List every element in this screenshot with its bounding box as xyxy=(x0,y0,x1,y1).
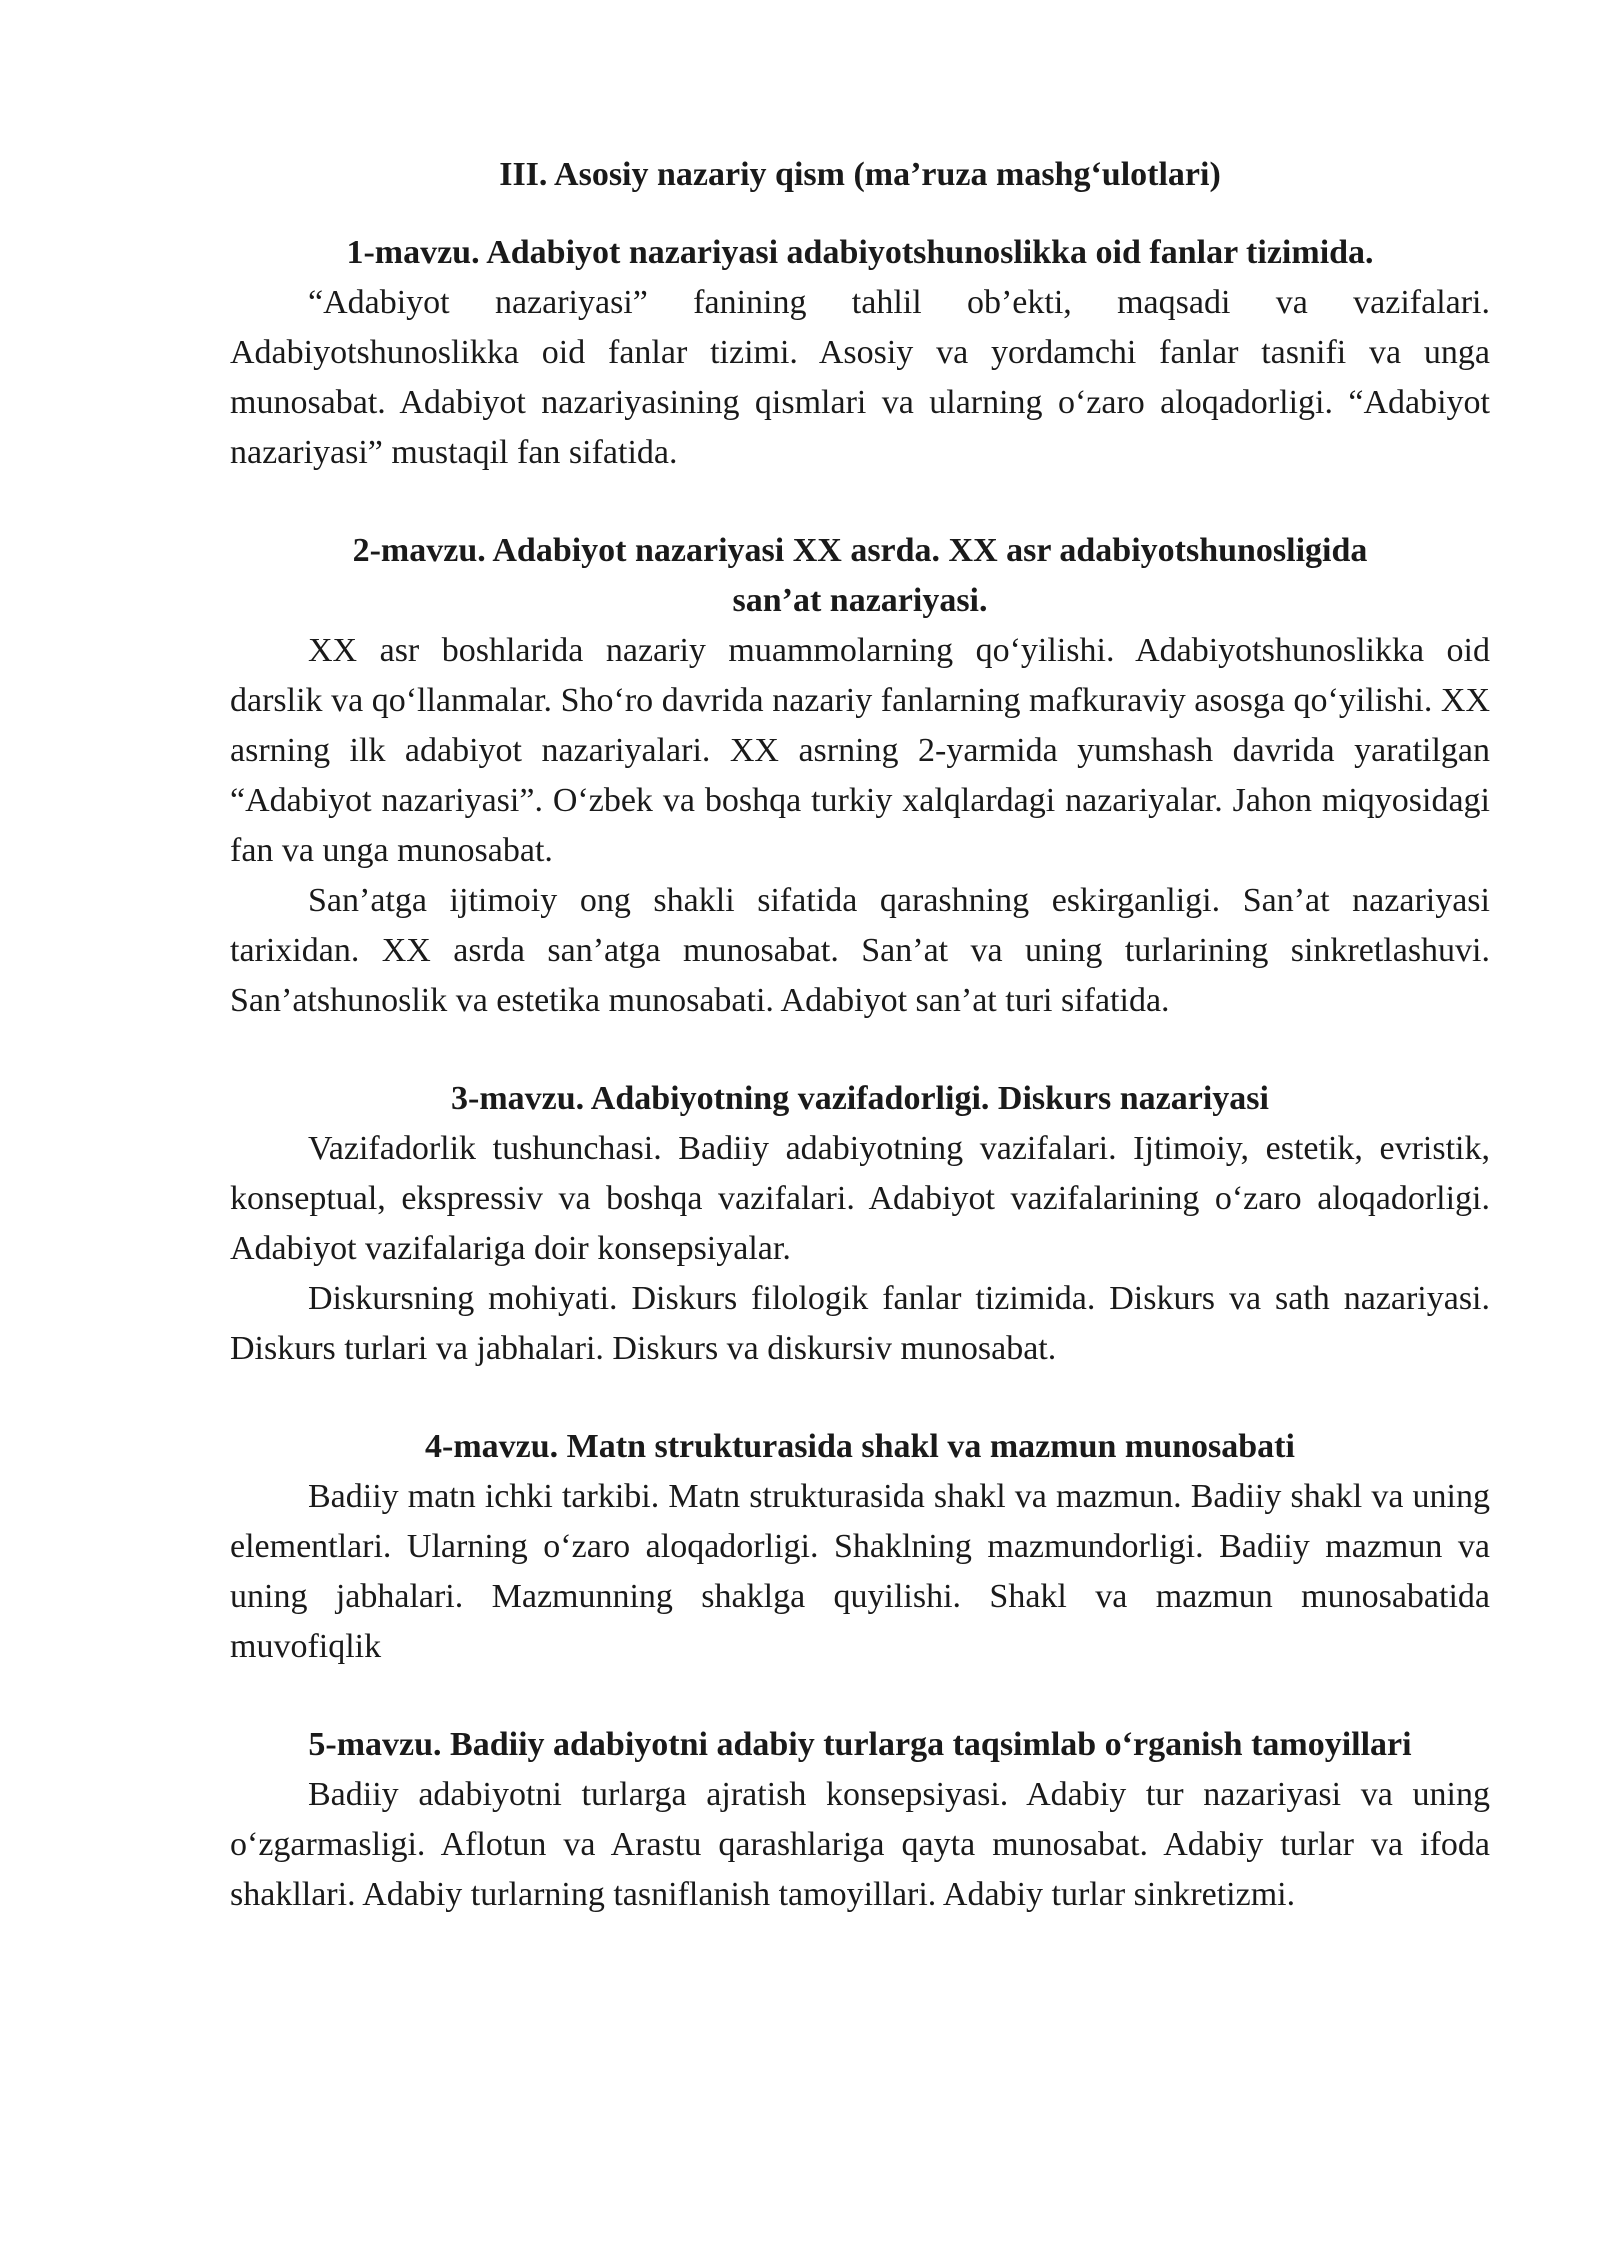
section-heading xyxy=(230,1422,1490,1472)
section-1 xyxy=(230,228,1490,478)
section-heading xyxy=(230,228,1490,278)
section-4 xyxy=(230,1422,1490,1672)
section-heading xyxy=(230,526,1490,626)
section-paragraph: San’atga ijtimoiy ong shakli sifatida qarashning eskirganligi. San’at nazariyasi tarixidan. XX asrda san’atga munosabat. San’at va uning turlarining sinkretlashuvi. San’atshunoslik va estetika munosabati. Adabiyot san’at turi sifatida. xyxy=(230,882,1490,1019)
section-heading-line: 1-mavzu. Adabiyot nazariyasi adabiyotshunoslikka oid fanlar tizimida. xyxy=(346,234,1374,271)
section-heading-line: 2-mavzu. Adabiyot nazariyasi XX asrda. XX asr adabiyotshunosligida xyxy=(352,532,1368,569)
section-heading xyxy=(230,1720,1490,1770)
section-paragraph: Badiiy matn ichki tarkibi. Matn strukturasida shakl va mazmun. Badiiy shakl va uning elementlari. Ularning o‘zaro aloqadorligi. Shaklning mazmundorligi. Badiiy mazmun va uning jabhalari. Mazmunning shaklga quyilishi. Shakl va mazmun munosabatida muvofiqlik xyxy=(230,1478,1490,1665)
document-title: III. Asosiy nazariy qism (ma’ruza mashg‘ulotlari) xyxy=(499,156,1221,193)
section-paragraph: “Adabiyot nazariyasi” fanining tahlil ob’ekti, maqsadi va vazifalari. Adabiyotshunoslikka oid fanlar tizimi. Asosiy va yordamchi fanlar tasnifi va unga munosabat. Adabiyot nazariyasining qismlari va ularning o‘zaro aloqadorligi. “Adabiyot nazariyasi” mustaqil fan sifatida. xyxy=(230,284,1490,471)
section-paragraph: Diskursning mohiyati. Diskurs filologik fanlar tizimida. Diskurs va sath nazariyasi. Diskurs turlari va jabhalari. Diskurs va diskursiv munosabat. xyxy=(230,1280,1490,1367)
section-heading xyxy=(230,1074,1490,1124)
section-paragraph: XX asr boshlarida nazariy muammolarning qo‘yilishi. Adabiyotshunoslikka oid darslik va qo‘llanmalar. Sho‘ro davrida nazariy fanlarning mafkuraviy asosga qo‘yilishi. XX asrning ilk adabiyot nazariyalari. XX asrning 2-yarmida yumshash davrida yaratilgan “Adabiyot nazariyasi”. O‘zbek va boshqa turkiy xalqlardagi nazariyalar. Jahon miqyosidagi fan va unga munosabat. xyxy=(230,632,1490,869)
document-page xyxy=(230,150,1490,1968)
section-2 xyxy=(230,526,1490,1026)
section-paragraph: Vazifadorlik tushunchasi. Badiiy adabiyotning vazifalari. Ijtimoiy, estetik, evristik, konseptual, ekspressiv va boshqa vazifalari. Adabiyot vazifalarining o‘zaro aloqadorligi. Adabiyot vazifalariga doir konsepsiyalar. xyxy=(230,1130,1490,1267)
section-heading-line: 3-mavzu. Adabiyotning vazifadorligi. Diskurs nazariyasi xyxy=(451,1080,1269,1117)
section-heading-line: 4-mavzu. Matn strukturasida shakl va mazmun munosabati xyxy=(425,1428,1295,1465)
section-3 xyxy=(230,1074,1490,1374)
section-paragraph: Badiiy adabiyotni turlarga ajratish konsepsiyasi. Adabiy tur nazariyasi va uning o‘zgarmasligi. Aflotun va Arastu qarashlariga qayta munosabat. Adabiy turlar va ifoda shakllari. Adabiy turlarning tasniflanish tamoyillari. Adabiy turlar sinkretizmi. xyxy=(230,1776,1490,1913)
section-5 xyxy=(230,1720,1490,1920)
section-heading-line: san’at nazariyasi. xyxy=(732,582,988,619)
section-heading-line: 5-mavzu. Badiiy adabiyotni adabiy turlarga taqsimlab o‘rganish tamoyillari xyxy=(308,1726,1412,1763)
